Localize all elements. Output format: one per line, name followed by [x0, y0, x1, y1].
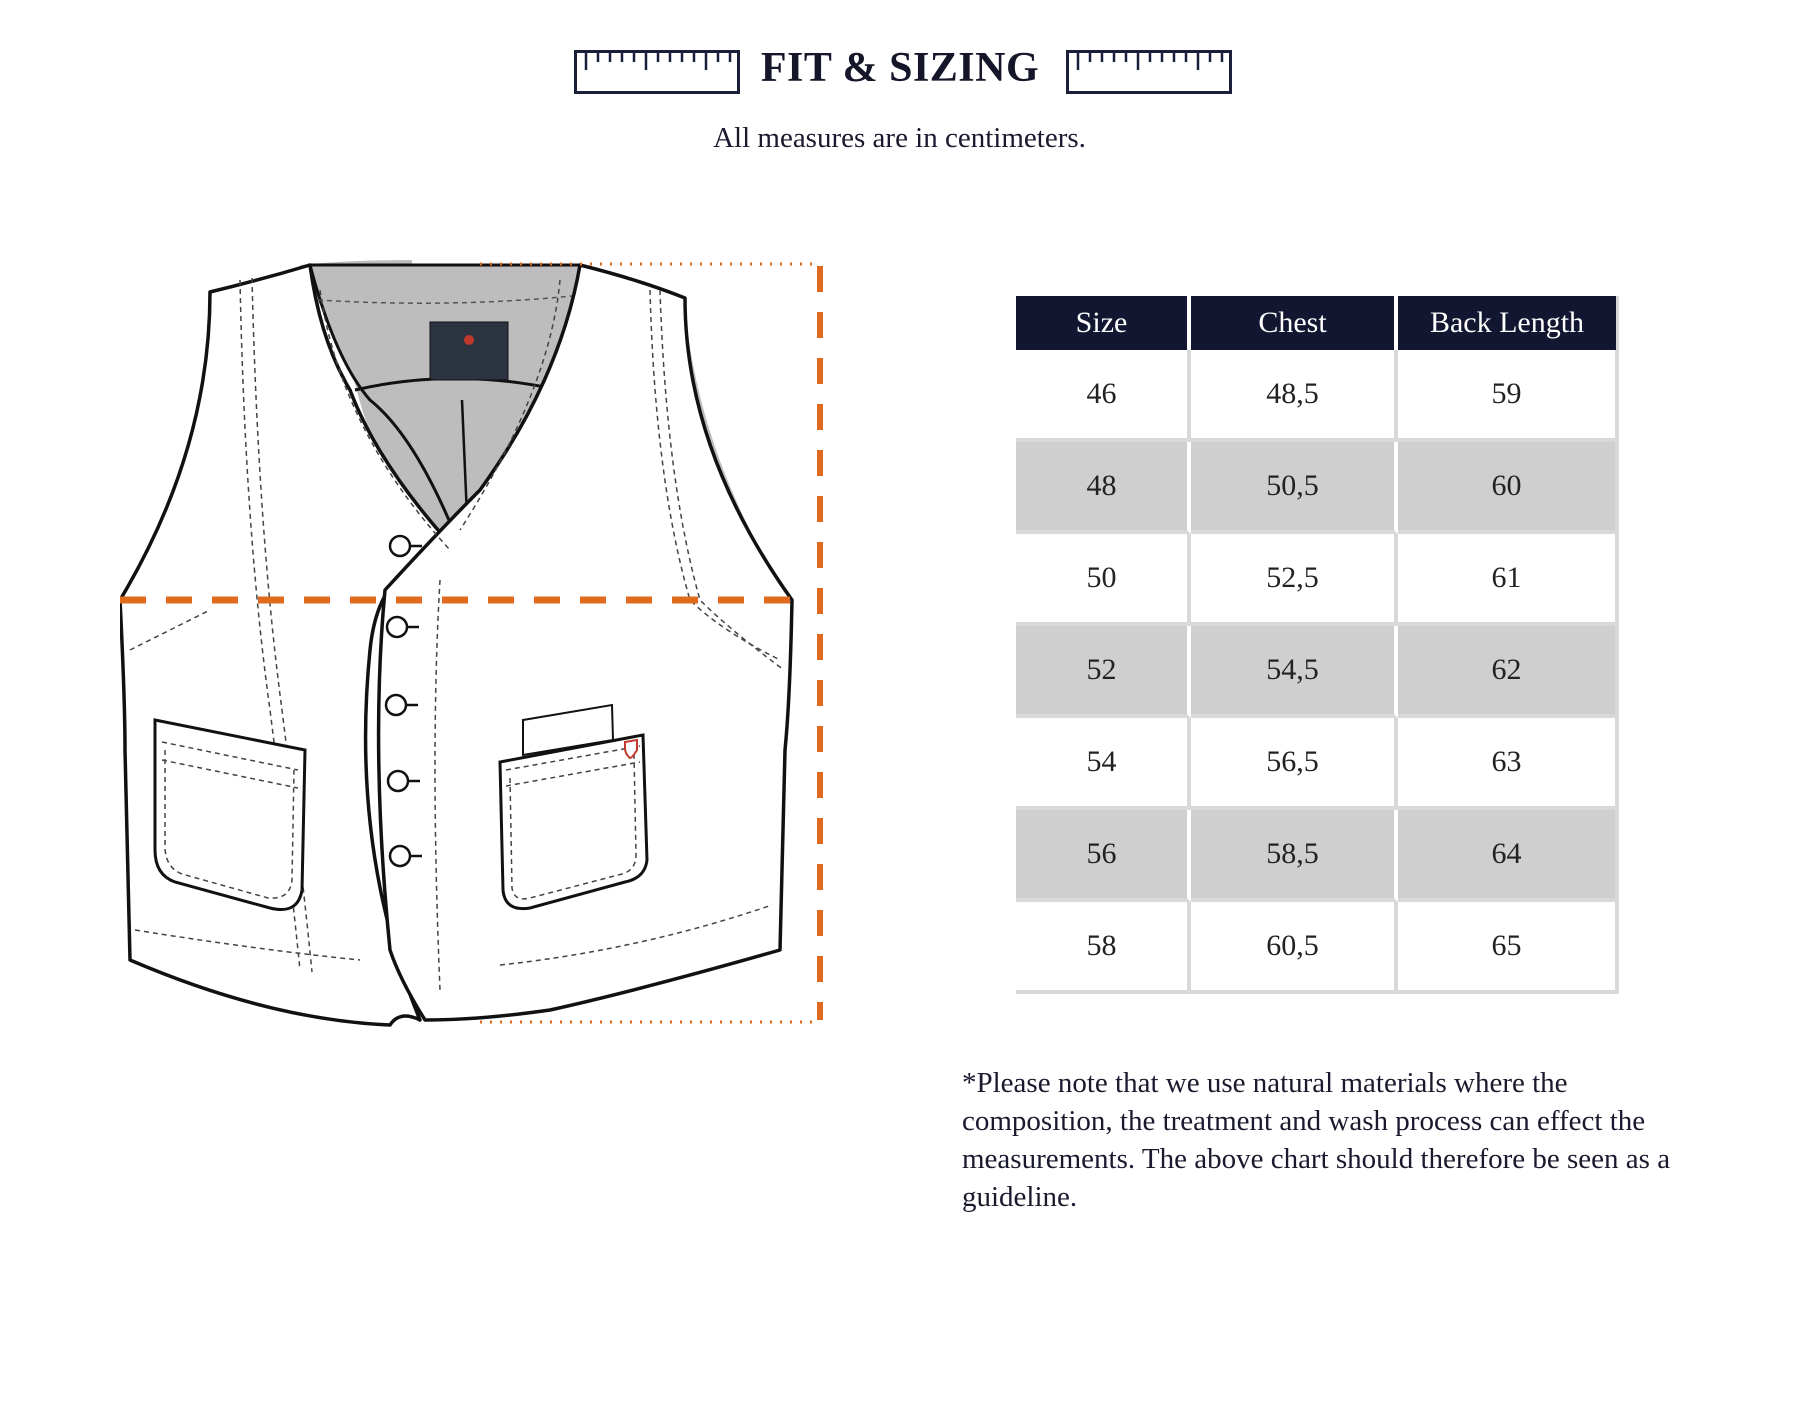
size-chart-table — [1016, 296, 1619, 994]
table-row — [1016, 626, 1619, 718]
back-length-cell: 59 — [1398, 350, 1619, 442]
button-icon — [388, 771, 408, 791]
disclaimer-note: *Please note that we use natural materials where the composition, the treatment and wash process can effect the measurements. The above chart should therefore be seen as a guideline. — [962, 1067, 1671, 1213]
column-header: Size — [1016, 296, 1191, 350]
chest-cell: 52,5 — [1191, 534, 1398, 626]
chest-cell: 58,5 — [1191, 810, 1398, 902]
units-subtitle: All measures are in centimeters. — [713, 122, 1086, 154]
back-length-cell: 60 — [1398, 442, 1619, 534]
table-row — [1016, 902, 1619, 994]
left-pocket — [155, 720, 305, 910]
size-cell: 46 — [1016, 350, 1191, 442]
chest-cell: 60,5 — [1191, 902, 1398, 994]
back-length-cell: 61 — [1398, 534, 1619, 626]
size-cell: 58 — [1016, 902, 1191, 994]
chest-cell: 48,5 — [1191, 350, 1398, 442]
table-row — [1016, 718, 1619, 810]
chest-cell: 56,5 — [1191, 718, 1398, 810]
column-header: Back Length — [1398, 296, 1619, 350]
brand-label-patch — [430, 322, 508, 380]
back-length-cell: 62 — [1398, 626, 1619, 718]
table-header-row — [1016, 296, 1619, 350]
chest-cell: 50,5 — [1191, 442, 1398, 534]
button-icon — [387, 617, 407, 637]
table-row — [1016, 534, 1619, 626]
ruler-icon — [1066, 50, 1232, 94]
button-icon — [390, 846, 410, 866]
button-icon — [390, 536, 410, 556]
table-row — [1016, 442, 1619, 534]
header — [0, 36, 1799, 106]
back-length-cell: 64 — [1398, 810, 1619, 902]
chest-cell: 54,5 — [1191, 626, 1398, 718]
back-length-cell: 63 — [1398, 718, 1619, 810]
size-cell: 50 — [1016, 534, 1191, 626]
table-row — [1016, 350, 1619, 442]
back-length-cell: 65 — [1398, 902, 1619, 994]
button-icon — [386, 695, 406, 715]
size-cell: 48 — [1016, 442, 1191, 534]
size-cell: 52 — [1016, 626, 1191, 718]
vest-diagram — [120, 250, 840, 1190]
size-cell: 56 — [1016, 810, 1191, 902]
table-row — [1016, 810, 1619, 902]
column-header: Chest — [1191, 296, 1398, 350]
size-cell: 54 — [1016, 718, 1191, 810]
page-title: FIT & SIZING — [760, 45, 1040, 91]
